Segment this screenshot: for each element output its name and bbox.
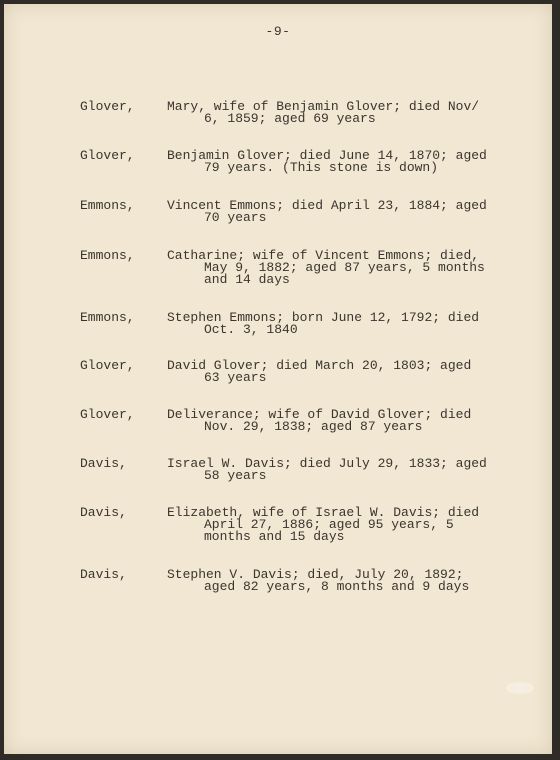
entry-detail [167,101,537,125]
entry-surname: Glover, [80,148,135,163]
entry-surname: Davis, [80,505,127,520]
entry-detail-line: Nov. 29, 1838; aged 87 years [204,419,423,434]
entry-detail-line: Israel W. Davis; died July 29, 1833; aged [167,456,487,471]
entry-detail-line: 79 years. (This stone is down) [204,160,439,175]
paper-stain [506,682,534,694]
entry-detail-line: 58 years [204,468,267,483]
entry-detail-line: Benjamin Glover; died June 14, 1870; aged [167,148,487,163]
entry-detail-line: 6, 1859; aged 69 years [204,111,376,126]
entry-surname: Davis, [80,456,127,471]
entry-detail-line: Mary, wife of Benjamin Glover; died Nov/ [167,99,480,114]
entry-surname: Glover, [80,407,135,422]
entry-detail-line: 70 years [204,210,267,225]
entry-detail-line: Stephen V. Davis; died, July 20, 1892; [167,567,464,582]
entry-detail-line: Catharine; wife of Vincent Emmons; died, [167,248,480,263]
entry-detail-line: aged 82 years, 8 months and 9 days [204,579,470,594]
entry-surname: Glover, [80,99,135,114]
entry-detail-line: months and 15 days [204,529,345,544]
entry-detail [167,458,537,482]
document-page [4,4,552,754]
entry-detail [167,409,537,433]
entry-detail [167,312,537,336]
entry-detail-line: and 14 days [204,272,290,287]
entry-detail-line: David Glover; died March 20, 1803; aged [167,358,472,373]
entry-detail-line: Stephen Emmons; born June 12, 1792; died [167,310,480,325]
burial-record-list [4,4,552,754]
entry-surname: Emmons, [80,310,135,325]
entry-detail-line: April 27, 1886; aged 95 years, 5 [204,517,454,532]
entry-surname: Davis, [80,567,127,582]
entry-surname: Emmons, [80,198,135,213]
entry-detail-line: Deliverance; wife of David Glover; died [167,407,472,422]
entry-detail-line: May 9, 1882; aged 87 years, 5 months [204,260,485,275]
entry-detail [167,360,537,384]
entry-surname: Emmons, [80,248,135,263]
entry-detail [167,569,537,593]
entry-detail-line: Elizabeth, wife of Israel W. Davis; died [167,505,480,520]
entry-detail [167,200,537,224]
entry-detail-line: Oct. 3, 1840 [204,322,298,337]
entry-detail [167,507,537,543]
page-number: -9- [265,24,291,39]
entry-detail-line: Vincent Emmons; died April 23, 1884; aged [167,198,487,213]
entry-surname: Glover, [80,358,135,373]
entry-detail-line: 63 years [204,370,267,385]
entry-detail [167,150,537,174]
entry-detail [167,250,537,286]
